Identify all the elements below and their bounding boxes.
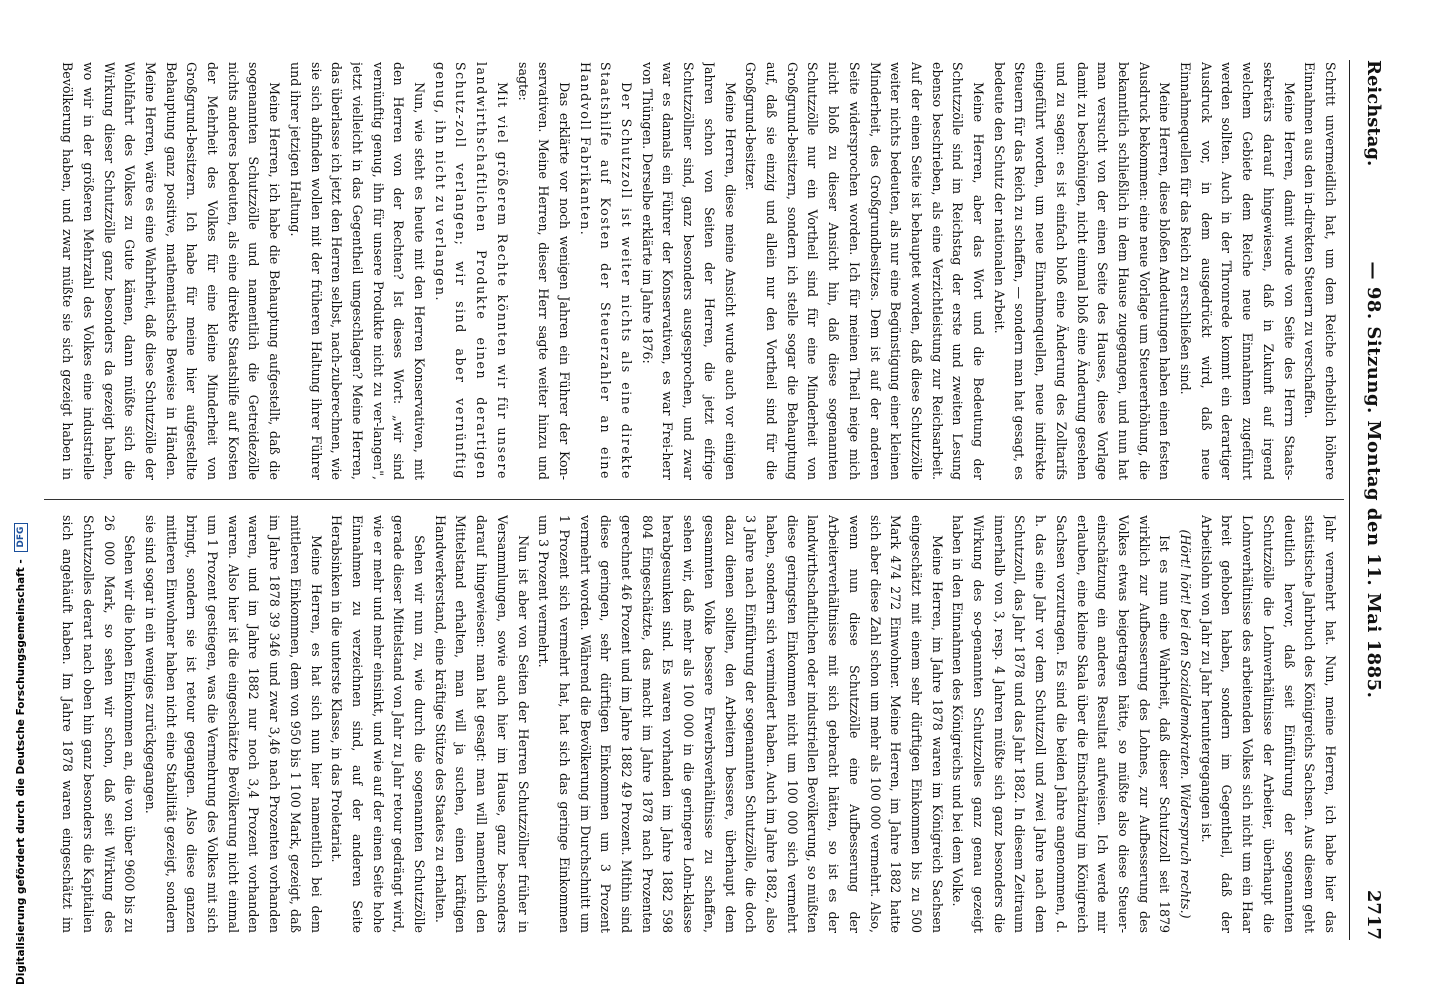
paragraph: Schritt unvermeidlich hat, um dem Reiche erheblich höhere Einnahmen aus den in-direkten Steuern zu verschaffen. [1302,62,1338,480]
page-header [1352,60,1392,940]
paragraph: Ist es nun eine Wahrheit, daß dieser Schutzzoll seit 1879 wirklich zur Aufbesserung des Lohnes, zur Aufbesserung des Volkes etwas beigetragen hätte, so müßte also diese Steuer-einschätzung ein anderes Resultat aufweisen. Ich werde mir erlauben, eine kleine Skala über die Einschätzung im Königreich Sachsen vorzutragen. Es sind die beiden Jahre angenommen, d. h. das eine Jahr vor dem Schutzzoll und zwei Jahre nach dem Schutzzoll, das Jahr 1878 und das Jahr 1882. In diesem Zeitraum innerhalb von 3, resp. 4 Jahren müßte sich ganz besonders die Wirkung des so-genannten Schutzzolles ganz genau gezeigt haben in den Einnahmen des Königreichs und bei dem Volke. [950,515,1173,933]
funding-footer [0,0,27,1000]
column-divider [44,499,1344,500]
right-column [60,515,1340,933]
quotation: Der Schutzzoll ist weiter nichts als eine direkte Staatshilfe auf Kosten der Steuerzahler an eine Handvoll Fabrikanten. [577,62,635,480]
header-publication: Reichstag. [1363,60,1384,167]
paragraph: Das erklärte vor noch wenigen Jahren ein Führer der Kon-servativen. Meine Herren, dieser Herr sagte weiter hinzu und sagte: [515,62,572,480]
paragraph: Nun ist aber von Seiten der Herren Schutzzöllner früher in Versammlungen, sowie auch hier im Hause, ganz be-sonders darauf hingewiesen: man hat gesagt: man will namentlich den Mittelstand erhalten, man will ja suchen, einen kräftigen Handwerkerstand, eine kräftige Stütze des Staates zu erhalten. [432,515,531,933]
paragraph: Sehen wir nun zu, wie durch die sogenannten Schutzzölle gerade dieser Mittelstand von Jahr zu Jahr retour gedrängt wird, wie er mehr und mehr einsinkt, und wie auf der einen Seite hohe Einnahmen zu verzeichnen sind, auf der anderen Seite Herabsinken in die unterste Klasse, in das Proletariat. [329,515,428,933]
paragraph: Meine Herren, damit wurde von Seite des Herrn Staats-sekretärs darauf hingewiesen, daß in Zukunft auf irgend welchem Gebiete dem Reiche neue Einnahmen zugeführt werden sollten. Auch in der Thronrede kommt ein derartiger Ausdruck vor, in dem ausgedrückt wird, daß neue Einnahmequellen für das Reich zu erschließen sind. [1178,62,1297,480]
dfg-logo: DFG [14,523,28,552]
header-page-number: 2717 [1363,889,1384,940]
paragraph: Meine Herren, diese bloßen Andeutungen haben einen festen Ausdruck bekommen: eine neue Vorlage um Steuererhöhung, die bekanntlich schließlich in dem Hause zugegangen, und nun hat man versucht von der einen Seite des Hauses, diese Vorlage damit zu beschönigen, nicht einmal bloß eine Änderung gesehen und zu sagen: es ist einfach bloß eine Änderung des Zolltarifs eingeführt worden, um neue Einnahmequellen, neue indirekte Steuern für das Reich zu schaffen, — sondern man hat gesagt, es bedeute den Schutz der nationalen Arbeit. [991,62,1173,480]
paragraph: Meine Herren, im Jahre 1878 waren im Königreich Sachsen eingeschätzt mit einem sehr dürftigen Einkommen bis zu 500 Mark 474 272 Einwohner. Meine Herren, im Jahre 1882 hatte sich aber diese Zahl schon um mehr als 100 000 vermehrt. Also, wenn nun diese Schutzzölle eine Aufbesserung der Arbeiterverhältnisse mit sich gebracht hätten, so ist es der landwirthschaftlichen oder industriellen Bevölkerung, so müßten diese geringsten Einkommen nicht um 100 000 sich vermehrt haben, sondern sich vermindert haben. Auch im Jahre 1882, also 3 Jahre nach Einführung der sogenannten Schutzzölle, die doch dazu dienen sollten, den Arbeitern bessere, überhaupt dem gesammten Volke bessere Erwerbsverhältnisse zu schaffen, sehen wir, daß mehr als 100 000 in die geringere Lohn-klasse herabgesunken sind. Es waren vorhanden im Jahre 1882 598 804 Eingeschätzte, das macht im Jahre 1878 nach Prozenten gerechnet 46 Prozent und im Jahre 1882 49 Prozent. Mithin sind diese geringen, sehr dürftigen Einkommen um 3 Prozent vermehrt worden. Während die Bevölkerung im Durchschnitt um 1 Prozent sich vermehrt hat, hat sich das geringe Einkommen um 3 Prozent vermehrt. [536,515,945,933]
paragraph: Meine Herren, ich habe die Behauptung aufgestellt, daß die sogenannten Schutzzölle und namentlich die Getreidezölle nichts anderes bedeuten, als eine direkte Staatshilfe auf Kosten der Mehrheit des Volkes für eine kleine Minderheit von Großgrund-besitzern. Ich habe für meine hier aufgestellte Behauptung ganz positive, mathematische Beweise in Händen. Meine Herren, wäre es eine Wahrheit, daß diese Schutzzölle der Wohlfahrt des Volkes zu Gute kämen, dann müßte sich die Wirkung dieser Schutzzölle ganz besonders da gezeigt haben, wo wir in der größeren Mehrzahl des Volkes eine industrielle Bevölkerung haben, und zwar müßte sie sich gezeigt haben in [60,62,283,480]
paragraph: Meine Herren, aber das Wort und die Bedeutung der Schutzzölle sind im Reichstag der erste und zweiten Lesung ebenso beschrieben, als eine Verzichtleistung zur Reichsarbeit. Auf der einen Seite ist behauptet worden, daß diese Schutzzölle weiter nichts bedeuten, als nur eine Begünstigung einer kleinen Minderheit, des Großgrundbesitzes. Dem ist auf der anderen Seite widersprochen worden. Ich für meinen Theil neige mich nicht bloß zu dieser Ansicht hin, daß diese sogenannten Schutzzölle nur ein Vortheil sind für eine Minderheit von Großgrund-besitzern, sondern ich stelle sogar die Behauptung auf, daß sie einzig und allein nur den Vortheil sind für die Großgrund-besitzer. [743,62,987,480]
funding-note [14,523,28,985]
left-column [60,62,1340,480]
paragraph: Meine Herren, diese meine Ansicht wurde auch vor einigen Jahren schon von Seiten der Herren, die jetzt eifrige Schutzzöllner sind, ganz besonders ausgesprochen, und zwar war es damals ein Führer der Konservativen, es war Frei-herr von Thüngen. Derselbe erklärte im Jahre 1876: [639,62,738,480]
header-session-date: — 98. Sitzung. Montag den 11. Mai 1885. [1363,261,1384,699]
paragraph: Sehen wir die hohen Einkommen an, die von über 9600 bis zu 26 000 Mark, so sehen wir schon, daß seit Wirkung des Schutzzolles derart nach oben hin ganz besonders die Kapitalien sich angehäuft haben. Im Jahre 1878 waren eingeschätzt im [60,515,138,933]
paragraph: Nun, wie steht es heute mit den Herren Konservativen, mit den Herren von der Rechten? Ist dieses Wort: „wir sind vernünftig genug, ihn für unsere Produkte nicht zu ver-langen", jetzt vielleicht in das Gegentheil umgeschlagen? Meine Herren, das überlasse ich jetzt den Herren selbst, nach-zuberechnen, wie sie sich abfinden wollen mit der früheren Haltung ihrer Führer und ihrer jetzigen Haltung. [287,62,428,480]
quotation: Mit viel größerem Rechte könnten wir für unsere landwirthschaftlichen Produkte einen derartigen Schutz-zoll verlangen; wir sind aber vernünftig genug, ihn nicht zu verlangen. [432,62,510,480]
funding-text: Digitalisierung gefördert durch die Deutsche Forschungsgemeinschaft - [15,559,27,985]
paragraph: Meine Herren, es hat sich nun hier namentlich bei dem mittleren Einkommen, dem von 950 bis 1 100 Mark, gezeigt, daß im Jahre 1878 39 346 und zwar 3,46 nach Prozenten vorhanden waren, und im Jahre 1882 nur noch 3,4 Prozent vorhanden waren. Also hier ist die eingeschätzte Bevölkerung nicht einmal um 1 Prozent gestiegen, was die Vermehrung des Volkes mit sich bringt, sondern sie ist retour gegangen. Also diese ganzen mittleren Einwohner haben nicht eine Stabilität gezeigt, sondern sie sind sogar in ein weniges zurückgegangen. [142,515,324,933]
paragraph: Jahr vermehrt hat. Nun, meine Herren, ich habe hier das statistische Jahrbuch des Königreichs Sachsen. Aus diesem geht deutlich hervor, daß seit Einführung der sogenannten Schutzzölle die Lohnverhältnisse der Arbeiter, überhaupt die Lohnverhältnisse des arbeitenden Volkes sich nicht um ein Haar breit gehoben haben, sondern im Gegentheil, daß der Arbeitslohn von Jahr zu Jahr heruntergegangen ist. [1198,515,1338,933]
header-rule [1349,60,1350,940]
interjection: (Hört! hört! bei den Sozialdemokraten. Widerspruch rechts.) [1178,529,1194,919]
